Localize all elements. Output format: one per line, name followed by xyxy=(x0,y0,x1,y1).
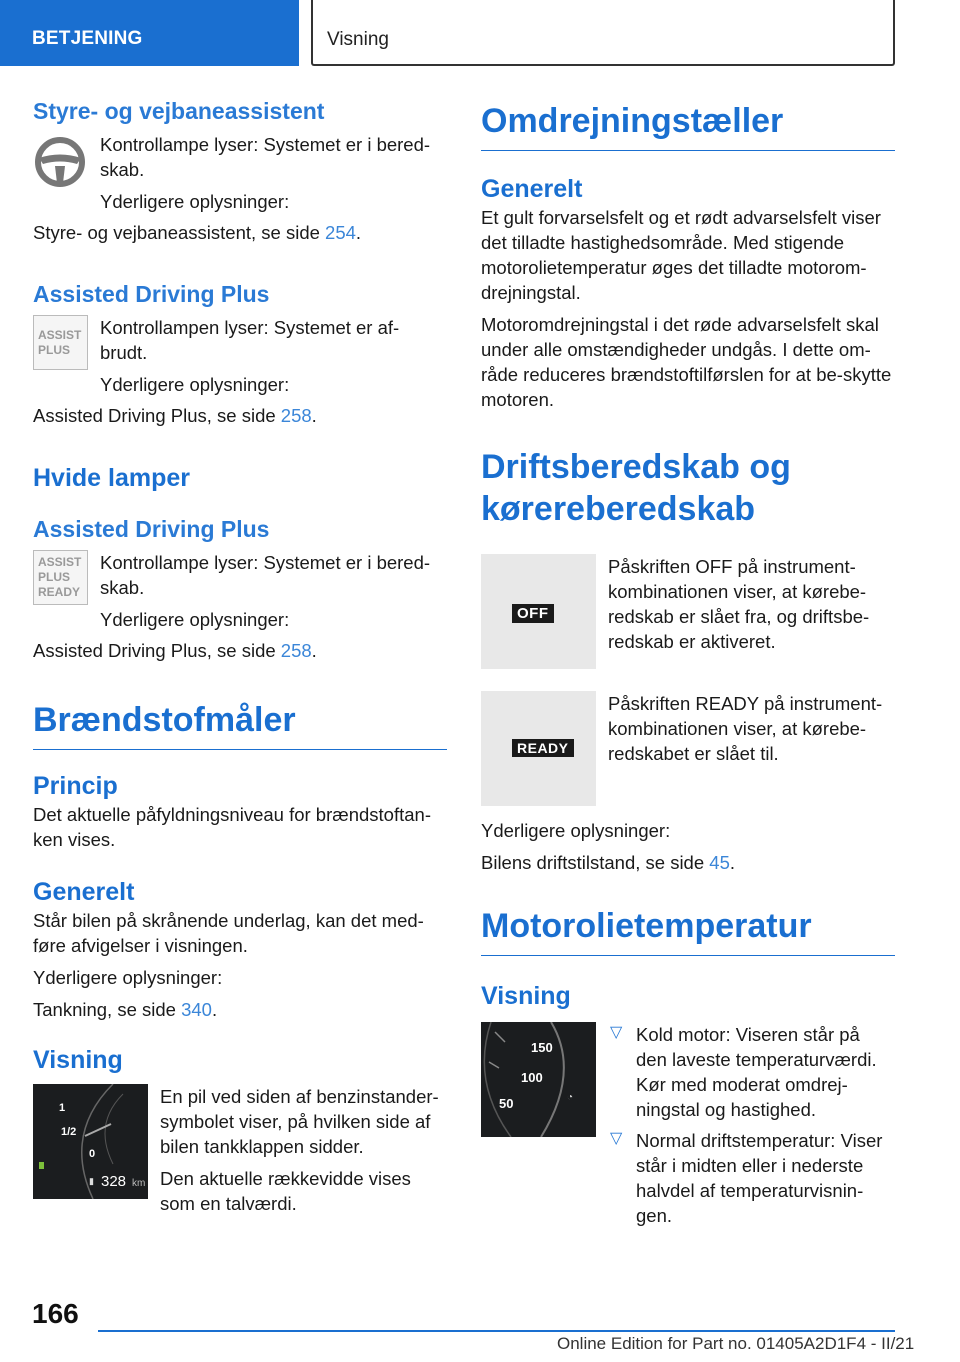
fuel-more: Yderligere oplysninger: xyxy=(33,967,223,988)
readiness-heading xyxy=(481,446,895,530)
oil-bullet-2 xyxy=(610,1128,895,1228)
steering-assist-text-2: skab. xyxy=(100,159,145,180)
readiness-heading-line1: Driftsberedskab og xyxy=(481,448,791,486)
fuel-range-unit: km xyxy=(132,1178,146,1189)
principle-heading: Princip xyxy=(33,772,118,800)
edition-text: Online Edition for Part no. 01405A2D1F4 - II/21 xyxy=(557,1334,915,1353)
readiness-heading-line2: kørereberedskab xyxy=(481,490,756,528)
ready-row xyxy=(481,691,895,806)
fuel-range-value: 328 xyxy=(101,1173,127,1190)
fuel-gauge-image xyxy=(33,1084,148,1199)
footer-divider xyxy=(98,1330,895,1332)
oil-temp-heading: Motorolietemperatur xyxy=(481,905,895,956)
rpm-general-heading: Generelt xyxy=(481,175,583,203)
fuel-tick-1: 1 xyxy=(59,1102,66,1114)
ref-end: . xyxy=(355,222,362,243)
assisted-ready-text-2: skab. xyxy=(100,577,145,598)
ref-text: Tankning, se side xyxy=(33,999,182,1020)
ready-badge: READY xyxy=(512,739,574,757)
left-column xyxy=(33,96,447,1216)
fuel-tick-0: 0 xyxy=(89,1148,96,1160)
steering-assist-row xyxy=(33,132,447,214)
steering-assist-more: Yderligere oplysninger: xyxy=(100,191,290,212)
fuel-tick-half: 1/2 xyxy=(61,1126,77,1138)
triangle-bullet-icon: ▽ xyxy=(610,1130,623,1147)
ready-display-image xyxy=(481,691,596,806)
fuel-general-heading: Generelt xyxy=(33,878,135,906)
steering-wheel-icon xyxy=(33,132,88,187)
oil-bullet-1 xyxy=(610,1022,895,1122)
off-display-image xyxy=(481,554,596,669)
assist-ready-label-2: PLUS xyxy=(38,570,71,584)
assist-ready-label-3: READY xyxy=(38,585,81,599)
ref-text: Assisted Driving Plus, se side xyxy=(33,640,281,661)
assist-ready-label-1: ASSIST xyxy=(38,555,82,569)
assisted-driving-more: Yderligere oplysninger: xyxy=(100,374,290,395)
ref-end: . xyxy=(211,999,218,1020)
ref-text: Styre- og vejbaneassistent, se side xyxy=(33,222,326,243)
off-row xyxy=(481,554,895,669)
assisted-driving-ready-heading: Assisted Driving Plus xyxy=(33,516,270,542)
right-column xyxy=(481,100,895,1228)
triangle-bullet-icon: ▽ xyxy=(610,1024,623,1041)
rpm-general-p2: Motoromdrejningstal i det røde advarselsfelt skal under alle omstændigheder undgås. I dette om-råde reduceres brændstoftilførslen for at be-skytte motoren. xyxy=(481,314,892,410)
off-badge: OFF xyxy=(512,604,554,623)
assisted-driving-ready-row xyxy=(33,550,447,632)
page-link-258b[interactable]: 258 xyxy=(280,640,312,661)
section-label: BETJENING xyxy=(32,28,143,49)
chapter-tab[interactable] xyxy=(311,0,895,66)
page-number: 166 xyxy=(32,1298,79,1329)
assisted-ready-more: Yderligere oplysninger: xyxy=(100,609,290,630)
principle-text: Det aktuelle påfyldningsniveau for brændstoftan-ken vises. xyxy=(33,804,431,850)
steering-assist-ref xyxy=(33,220,447,245)
fuel-display-p1: En pil ved siden af benzinstander-symbolet viser, på hvilken side af bilen tankklappen sidder. xyxy=(160,1086,439,1157)
fuel-general-text: Står bilen på skrånende underlag, kan det med-føre afvigelser i visningen. xyxy=(33,910,424,956)
fuel-gauge-heading: Brændstofmåler xyxy=(33,699,447,750)
fuel-ref xyxy=(33,997,447,1022)
assisted-driving-ref xyxy=(33,403,447,428)
rpm-heading: Omdrejningstæller xyxy=(481,100,895,151)
ready-more: Yderligere oplysninger: xyxy=(481,820,671,841)
steering-assist-heading: Styre- og vejbaneassistent xyxy=(33,98,325,124)
oil-display-row xyxy=(481,1022,895,1228)
oil-display-heading: Visning xyxy=(481,982,571,1010)
steering-assist-text-1: Kontrollampe lyser: Systemet er i bered- xyxy=(100,134,431,155)
ref-text: Bilens driftstilstand, se side xyxy=(481,852,710,873)
ready-ref xyxy=(481,850,895,875)
oil-tick-150: 150 xyxy=(531,1040,553,1055)
oil-temp-gauge-image xyxy=(481,1022,596,1137)
assisted-driving-text-1: Kontrollampen lyser: Systemet er af- xyxy=(100,317,400,338)
ready-text: Påskriften READY på instrument-kombinationen viser, at kørebe-redskabet er slået til. xyxy=(608,693,883,764)
rpm-general-p1: Et gult forvarselsfelt og et rødt advarselsfelt viser det tilladte hastighedsområde. Med stigende motorolietemperatur øges det tilladte motorom-drejningstal. xyxy=(481,207,881,303)
assisted-driving-text-2: brudt. xyxy=(100,342,148,363)
ref-text: Assisted Driving Plus, se side xyxy=(33,405,281,426)
page-link-45[interactable]: 45 xyxy=(709,852,730,873)
ref-end: . xyxy=(311,405,317,426)
off-text: Påskriften OFF på instrument-kombinationen viser, at kørebe-redskab er slået fra, og driftsbe-redskab er aktiveret. xyxy=(608,556,870,652)
oil-bullet-1-text: Kold motor: Viseren står på den laveste temperaturværdi. Kør med moderat omdrej-ningstal og hastighed. xyxy=(636,1024,877,1120)
assisted-ready-ref xyxy=(33,638,447,663)
fuel-display-heading: Visning xyxy=(33,1046,123,1074)
assisted-ready-text-1: Kontrollampe lyser: Systemet er i bered- xyxy=(100,552,431,573)
assist-plus-ready-icon xyxy=(33,550,88,605)
oil-tick-100: 100 xyxy=(521,1070,543,1085)
fuel-display-p2: Den aktuelle rækkevidde vises som en talværdi. xyxy=(160,1168,411,1214)
section-tab[interactable] xyxy=(0,0,299,66)
assisted-driving-heading: Assisted Driving Plus xyxy=(33,281,270,307)
assisted-driving-row xyxy=(33,315,447,397)
header-bar xyxy=(0,0,960,66)
page-link-258[interactable]: 258 xyxy=(280,405,312,426)
assist-plus-icon xyxy=(33,315,88,370)
white-lamps-heading: Hvide lamper xyxy=(33,464,191,492)
assist-icon-label-2: PLUS xyxy=(38,343,71,357)
assist-icon-label-1: ASSIST xyxy=(38,328,82,342)
oil-can-icon: ◔ xyxy=(567,1092,574,1103)
oil-bullet-2-text: Normal driftstemperatur: Viser står i midten eller i nederste halvdel af temperaturvisnin-gen. xyxy=(636,1130,883,1226)
fuel-display-row xyxy=(33,1084,447,1216)
oil-tick-50: 50 xyxy=(499,1096,514,1111)
ref-end: . xyxy=(729,852,735,873)
page-link-340[interactable]: 340 xyxy=(181,999,212,1020)
page-link-254[interactable]: 254 xyxy=(325,222,356,243)
ref-end: . xyxy=(311,640,317,661)
chapter-label: Visning xyxy=(327,29,389,50)
fuel-pump-icon: ▮ xyxy=(89,1176,94,1186)
